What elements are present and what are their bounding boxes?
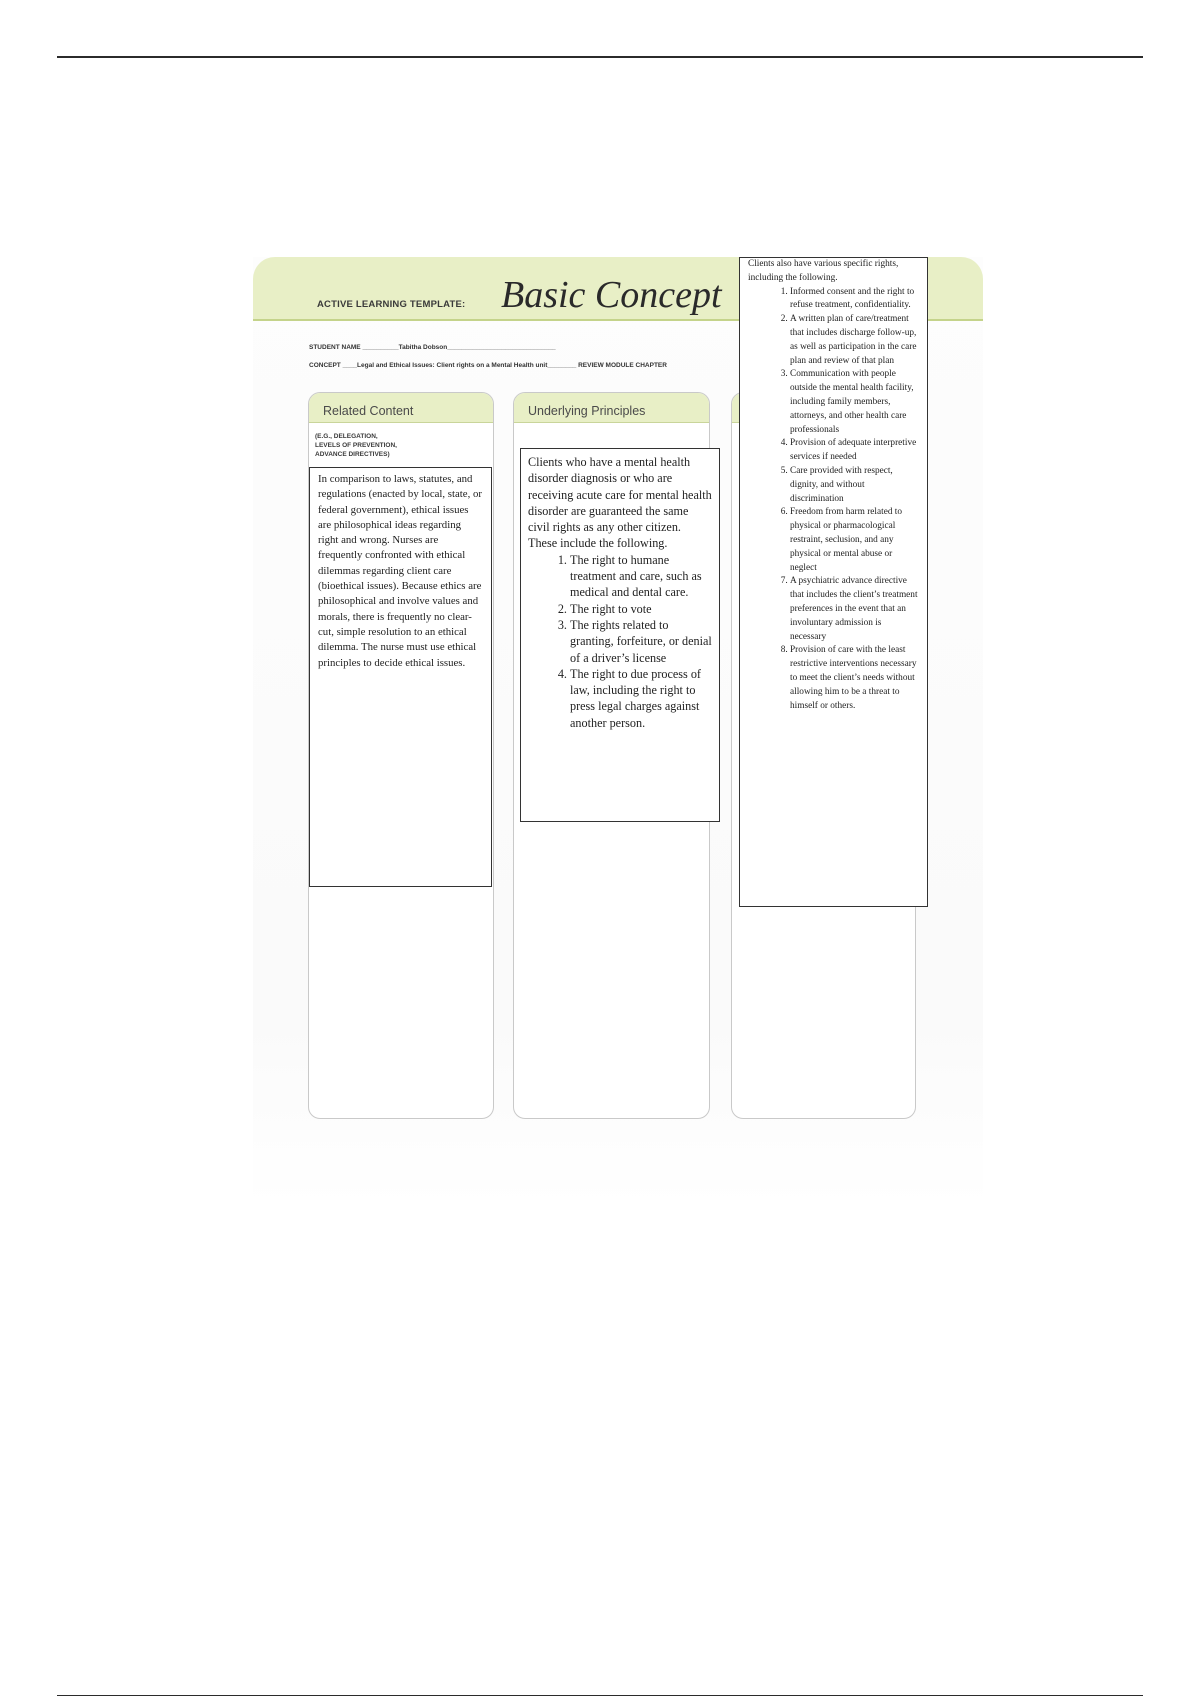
note-line: ADVANCE DIRECTIVES) — [315, 451, 390, 458]
related-content-textbox — [309, 467, 492, 887]
specific-rights-intro: Clients also have various specific rights, including the following. — [748, 259, 899, 283]
civil-rights-list — [528, 552, 712, 731]
note-line: (E.G., DELEGATION, — [315, 433, 378, 440]
list-item: 6. Freedom from harm related to physical or pharmacological restraint, seclusion, and any physical or mental abuse or neglect — [790, 506, 919, 575]
list-item: 7. A psychiatric advance directive that includes the client’s treatment preferences in the event that an involuntary admission is necessary — [790, 575, 919, 644]
template-label: ACTIVE LEARNING TEMPLATE: — [317, 299, 466, 310]
top-rule — [57, 56, 1143, 58]
note-line: LEVELS OF PREVENTION, — [315, 442, 397, 449]
specific-rights-textbox — [739, 257, 928, 907]
list-item: 2. A written plan of care/treatment that includes discharge follow-up, as well as participation in the care plan and review of that plan — [790, 313, 919, 368]
list-item: 2. The right to vote — [570, 601, 712, 617]
list-item: 5. Care provided with respect, dignity, and without discrimination — [790, 465, 919, 506]
specific-rights-list — [748, 286, 919, 714]
related-content-note — [315, 432, 475, 459]
underlying-principles-textbox — [520, 448, 720, 822]
bottom-rule — [57, 1695, 1143, 1696]
list-item: 4. The right to due process of law, including the right to press legal charges against another person. — [570, 666, 712, 731]
list-item: 1. The right to humane treatment and care, such as medical and dental care. — [570, 552, 712, 601]
list-item: 3. The rights related to granting, forfeiture, or denial of a driver’s license — [570, 617, 712, 666]
student-name-line: STUDENT NAME __________Tabitha Dobson______________________________ — [309, 344, 556, 351]
list-item: 4. Provision of adequate interpretive services if needed — [790, 437, 919, 465]
related-content-heading: Related Content — [309, 393, 493, 423]
underlying-principles-heading: Underlying Principles — [514, 393, 709, 423]
concept-line: CONCEPT ____Legal and Ethical Issues: Client rights on a Mental Health unit________ REVIEW MODULE CHAPTER — [309, 362, 667, 369]
list-item: 8. Provision of care with the least restrictive interventions necessary to meet the client’s needs without allowing him to be a threat to himself or others. — [790, 644, 919, 713]
list-item: 1. Informed consent and the right to refuse treatment, confidentiality. — [790, 286, 919, 314]
principles-intro: Clients who have a mental health disorder diagnosis or who are receiving acute care for mental health disorder are guaranteed the same civil rights as any other citizen. These include the following. — [528, 455, 712, 551]
list-item: 3. Communication with people outside the mental health facility, including family members, attorneys, and other health care professionals — [790, 368, 919, 437]
related-content-text: In comparison to laws, statutes, and regulations (enacted by local, state, or federal government), ethical issues are philosophical ideas regarding right and wrong. Nurses are frequently confronted with ethical dilemmas regarding client care (bioethical issues). Because ethics are philosophical and involve values and morals, there is frequently no clear-cut, simple resolution to an ethical dilemma. The nurse must use ethical principles to decide ethical issues. — [318, 473, 482, 669]
active-learning-template — [253, 257, 983, 1207]
template-title: Basic Concept — [501, 274, 722, 316]
